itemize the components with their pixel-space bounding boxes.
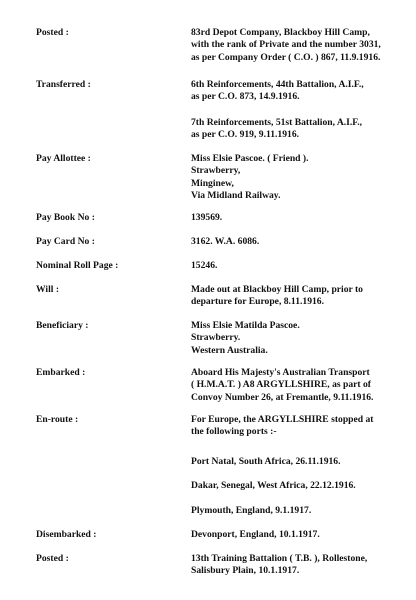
value-line: 7th Reinforcements, 51st Battalion, A.I.F., <box>191 117 363 128</box>
entry-value <box>191 367 409 404</box>
value-line: 139569. <box>191 212 223 223</box>
value-line: 13th Training Battalion ( T.B. ), Rollestone, <box>191 553 368 564</box>
value-line: with the rank of Private and the number 3031, <box>191 39 381 51</box>
entry-value <box>191 553 409 578</box>
value-line: as per Company Order ( C.O. ) 867, 11.9.1916. <box>191 51 381 63</box>
entry-label: Pay Allottee : <box>36 153 91 164</box>
value-line: Dakar, Senegal, West Africa, 22.12.1916. <box>191 480 356 491</box>
value-line: Miss Elsie Matilda Pascoe. <box>191 320 300 331</box>
entry-label: Embarked : <box>36 367 86 378</box>
value-line: Port Natal, South Africa, 26.11.1916. <box>191 456 341 467</box>
value-line: Strawberry. <box>191 332 241 344</box>
value-line: departure for Europe, 8.11.1916. <box>191 296 324 308</box>
entry-value <box>191 284 409 309</box>
value-line: 15246. <box>191 260 218 271</box>
entry-value <box>191 236 409 248</box>
entry-value <box>191 117 409 142</box>
entry-label: Disembarked : <box>36 529 97 540</box>
entry-value <box>191 480 409 492</box>
entry-value <box>191 456 409 468</box>
entry-value <box>191 212 409 224</box>
entry-value <box>191 414 409 439</box>
value-line: 6th Reinforcements, 44th Battalion, A.I.F., <box>191 79 364 90</box>
value-line: as per C.O. 873, 14.9.1916. <box>191 91 300 103</box>
value-line: Strawberry, <box>191 165 241 177</box>
value-line: Via Midland Railway. <box>191 190 281 202</box>
entry-value <box>191 153 409 203</box>
entry-label: En-route : <box>36 414 79 425</box>
entry-label: Will : <box>36 284 60 295</box>
entry-value <box>191 505 409 517</box>
value-line: Plymouth, England, 9.1.1917. <box>191 505 312 516</box>
value-line: Western Australia. <box>191 344 268 356</box>
value-line: Salisbury Plain, 10.1.1917. <box>191 565 300 577</box>
value-line: the following ports :- <box>191 426 277 438</box>
entry-value <box>191 79 409 104</box>
entry-value <box>191 27 409 64</box>
entry-value <box>191 529 409 541</box>
entry-label: Beneficiary : <box>36 320 89 331</box>
value-line: Miss Elsie Pascoe. ( Friend ). <box>191 153 309 164</box>
entry-value <box>191 320 409 357</box>
value-line: 83rd Depot Company, Blackboy Hill Camp, <box>191 27 370 38</box>
value-line: ( H.M.A.T. ) A8 ARGYLLSHIRE, as part of <box>191 379 371 391</box>
value-line: Devonport, England, 10.1.1917. <box>191 529 320 540</box>
entry-label: Pay Card No : <box>36 236 95 247</box>
entry-value <box>191 260 409 272</box>
value-line: Made out at Blackboy Hill Camp, prior to <box>191 284 363 295</box>
value-line: Convoy Number 26, at Fremantle, 9.11.1916. <box>191 391 374 403</box>
value-line: Minginew, <box>191 177 234 189</box>
entry-label: Nominal Roll Page : <box>36 260 119 271</box>
entry-label: Transferred : <box>36 79 91 90</box>
value-line: as per C.O. 919, 9.11.1916. <box>191 129 300 141</box>
value-line: For Europe, the ARGYLLSHIRE stopped at <box>191 414 374 425</box>
value-line: Aboard His Majesty's Australian Transport <box>191 367 370 378</box>
entry-label: Posted : <box>36 553 69 564</box>
entry-label: Pay Book No : <box>36 212 95 223</box>
value-line: 3162. W.A. 6086. <box>191 236 260 247</box>
entry-label: Posted : <box>36 27 69 38</box>
